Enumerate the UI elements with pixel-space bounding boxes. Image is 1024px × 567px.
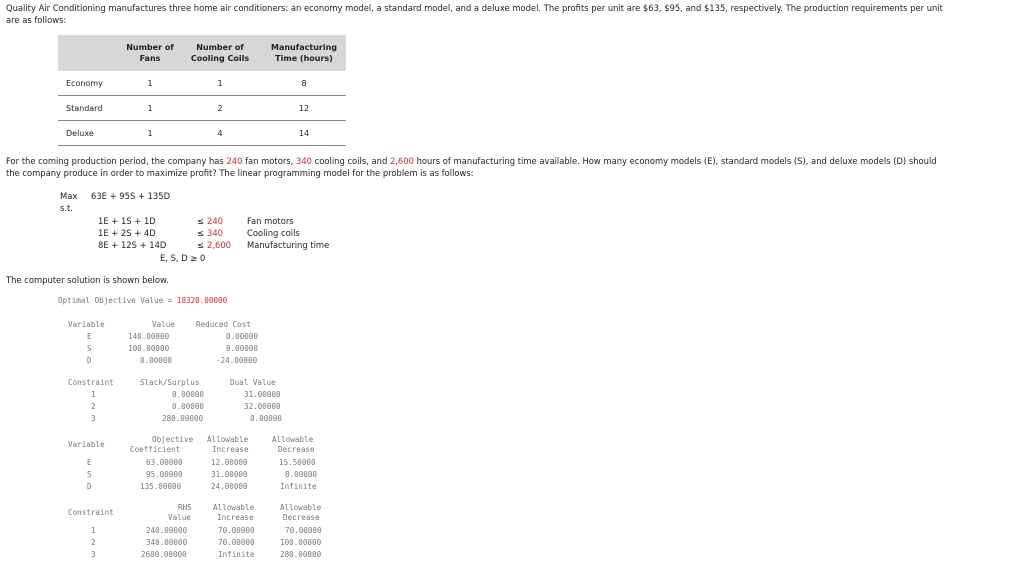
constraint-name: Cooling coils [247, 228, 300, 238]
dual-header: Dual Value [230, 378, 276, 387]
rhs-dec: 280.00000 [280, 550, 322, 559]
slack-value: 280.00000 [162, 414, 204, 423]
rhs-dec: 100.00000 [280, 538, 322, 547]
rhs-value: 240.00000 [146, 526, 188, 535]
row-coils: 2 [217, 103, 223, 113]
row-model: Economy [66, 78, 103, 88]
intro-line-2: are as follows: [6, 15, 67, 25]
slack-value: 0.00000 [172, 390, 205, 399]
var-cost: 0.00000 [226, 332, 259, 341]
obj-coef: 135.00000 [140, 482, 182, 491]
rhs-dec: 70.00000 [285, 526, 322, 535]
allow-inc-header-2: Increase [212, 445, 249, 454]
allow-inc-header-1: Allowable [207, 435, 249, 444]
header-time: Manufacturing Time (hours) [271, 43, 337, 63]
constraint-op: ≤ [197, 216, 205, 226]
fan-motors-value: 240 [226, 156, 243, 166]
rhs-constraint: 1 [91, 526, 96, 535]
constraint-number: 1 [91, 390, 96, 399]
intro-line-1: Quality Air Conditioning manufactures three home air conditioners: an economy model, a standard model, and a deluxe model. The profits per unit are $63, $95, and $135, respectively. The production requirements per unit [6, 3, 943, 13]
rhs-inc: 70.00000 [218, 538, 255, 547]
row-fans: 1 [147, 128, 153, 138]
table-row [58, 71, 346, 96]
constraint-name: Manufacturing time [247, 240, 330, 250]
var-name: D [87, 356, 92, 365]
constraint-name: Fan motors [247, 216, 294, 226]
rhs-constraint: 2 [91, 538, 96, 547]
ranging-var: E [87, 458, 92, 467]
ranging-var: D [87, 482, 92, 491]
rhs-inc-header-1: Allowable [213, 503, 255, 512]
obj-coef-header-1: Objective [152, 435, 194, 444]
allow-dec: Infinite [280, 482, 317, 491]
constraint-lhs: 1E + 1S + 1D [98, 216, 156, 226]
rhs-constraint-header: Constraint [68, 508, 114, 517]
rhs-inc: 70.00000 [218, 526, 255, 535]
question-text: hours of manufacturing time available. How many economy models (E), standard models (S), and deluxe models (D) should [413, 156, 937, 166]
rhs-inc-header-2: Increase [217, 513, 254, 522]
objective-line [58, 296, 227, 305]
cooling-coils-value: 340 [295, 156, 312, 166]
constraint-header: Constraint [68, 378, 114, 387]
question-text: fan motors, [242, 156, 296, 166]
var-value: 100.00000 [128, 344, 170, 353]
constraint-lhs: 1E + 2S + 4D [98, 228, 156, 238]
requirements-table [58, 35, 346, 146]
allow-inc: 12.00000 [211, 458, 248, 467]
constraint-op: ≤ [197, 228, 205, 238]
rhs-dec-header-1: Allowable [280, 503, 322, 512]
row-time: 12 [298, 103, 310, 113]
table-row [58, 121, 346, 146]
row-coils: 1 [217, 78, 223, 88]
hours-value: 2,600 [389, 156, 414, 166]
constraint-rhs: 2,600 [207, 240, 231, 250]
ranging-var-header: Variable [68, 440, 105, 449]
rhs-value: 2600.00000 [141, 550, 187, 559]
question-text: cooling coils, and [311, 156, 390, 166]
dual-value: 0.00000 [250, 414, 283, 423]
allow-inc: 31.00000 [211, 470, 248, 479]
st-label: s.t. [60, 203, 73, 213]
var-name: S [87, 344, 92, 353]
nonnegativity: E, S, D ≥ 0 [160, 253, 206, 263]
allow-dec: 8.00000 [285, 470, 318, 479]
question-line-2: the company produce in order to maximize profit? The linear programming model for the problem is as follows: [6, 168, 474, 178]
constraint-lhs: 8E + 12S + 14D [98, 240, 167, 250]
row-time: 14 [298, 128, 310, 138]
var-value: 140.00000 [128, 332, 170, 341]
rhs-header-2: Value [168, 513, 191, 522]
ranging-var: S [87, 470, 92, 479]
var-value: 0.00000 [140, 356, 173, 365]
rhs-constraint: 3 [91, 550, 96, 559]
obj-coef-header-2: Coefficient [130, 445, 181, 454]
allow-dec-header-1: Allowable [272, 435, 314, 444]
constraint-number: 2 [91, 402, 96, 411]
objective-label: Optimal Objective Value = [58, 296, 177, 305]
row-coils: 4 [217, 128, 223, 138]
reduced-cost-header: Reduced Cost [196, 320, 251, 329]
solution-intro: The computer solution is shown below. [6, 275, 169, 285]
row-model: Deluxe [66, 128, 94, 138]
allow-inc: 24.00000 [211, 482, 248, 491]
slack-value: 0.00000 [172, 402, 205, 411]
obj-coef: 63.00000 [146, 458, 183, 467]
requirements-table-header [58, 35, 346, 71]
row-model: Standard [66, 103, 103, 113]
dual-value: 32.00000 [244, 402, 281, 411]
constraint-number: 3 [91, 414, 96, 423]
rhs-inc: Infinite [218, 550, 255, 559]
rhs-dec-header-2: Decrease [283, 513, 320, 522]
constraint-rhs: 240 [207, 216, 223, 226]
allow-dec-header-2: Decrease [278, 445, 315, 454]
table-row [58, 96, 346, 121]
dual-value: 31.00000 [244, 390, 281, 399]
slack-header: Slack/Surplus [140, 378, 200, 387]
var-cost: 0.00000 [226, 344, 259, 353]
objective-value: 18320.00000 [176, 296, 228, 305]
question-line-1 [6, 155, 937, 167]
var-name: E [87, 332, 92, 341]
var-cost: -24.00000 [216, 356, 258, 365]
rhs-value: 340.00000 [146, 538, 188, 547]
question-text: For the coming production period, the company has [6, 156, 227, 166]
obj-coef: 95.00000 [146, 470, 183, 479]
constraint-rhs: 340 [207, 228, 223, 238]
row-fans: 1 [147, 78, 153, 88]
allow-dec: 15.50000 [279, 458, 316, 467]
rhs-header-1: RHS [178, 503, 192, 512]
constraint-op: ≤ [197, 240, 205, 250]
row-time: 8 [301, 78, 307, 88]
header-coils: Number of Cooling Coils [190, 43, 250, 63]
row-fans: 1 [147, 103, 153, 113]
var-header: Variable [68, 320, 105, 329]
objective-function: 63E + 95S + 135D [91, 191, 171, 201]
value-header: Value [152, 320, 175, 329]
max-label: Max [60, 191, 78, 201]
header-fans: Number of Fans [126, 43, 174, 63]
